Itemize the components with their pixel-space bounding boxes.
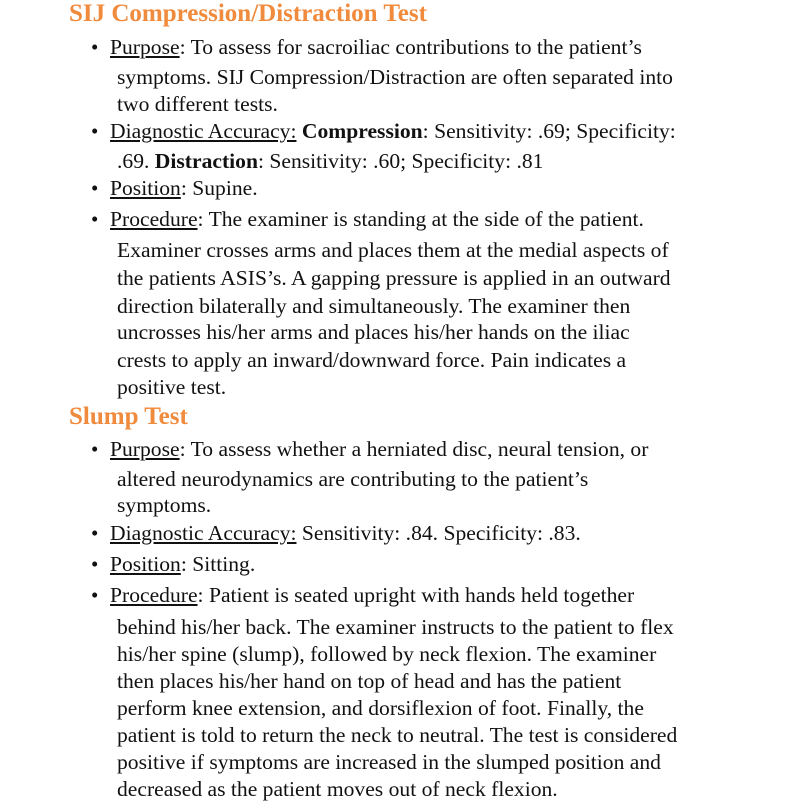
bullet-icon: •: [91, 552, 99, 576]
slump-purpose-line-3: symptoms.: [117, 493, 212, 517]
bullet-icon: •: [91, 437, 99, 461]
sij-position-label: Position: [110, 176, 181, 200]
sij-procedure-line-5: uncrosses his/her arms and places his/her hands on the iliac: [117, 320, 630, 344]
slump-position-line: Position: Sitting.: [110, 552, 256, 576]
sij-purpose-line-2: symptoms. SIJ Compression/Distraction are often separated into: [117, 65, 673, 89]
section-heading-slump: Slump Test: [69, 403, 188, 430]
bullet-icon: •: [91, 583, 99, 607]
slump-purpose-line-2: altered neurodynamics are contributing to the patient’s: [117, 467, 589, 491]
slump-position-label: Position: [110, 552, 181, 576]
sij-purpose-label: Purpose: [110, 35, 180, 59]
slump-procedure-line-3: his/her spine (slump), followed by neck flexion. The examiner: [117, 642, 657, 666]
sij-procedure-line-4: direction bilaterally and simultaneously. The examiner then: [117, 294, 631, 318]
slump-accuracy-label: Diagnostic Accuracy:: [110, 521, 297, 545]
bullet-icon: •: [91, 176, 99, 200]
slump-purpose-line-1: Purpose: To assess whether a herniated disc, neural tension, or: [110, 437, 649, 461]
sij-procedure-line-3: the patients ASIS’s. A gapping pressure is applied in an outward: [117, 266, 671, 290]
sij-procedure-line-2: Examiner crosses arms and places them at the medial aspects of: [117, 238, 669, 262]
sij-procedure-line-7: positive test.: [117, 375, 227, 399]
sij-accuracy-label: Diagnostic Accuracy:: [110, 119, 297, 143]
bullet-icon: •: [91, 521, 99, 545]
slump-procedure-line-2: behind his/her back. The examiner instructs to the patient to flex: [117, 615, 674, 639]
sij-procedure-label: Procedure: [110, 207, 198, 231]
distraction-label: Distraction: [154, 149, 258, 173]
slump-purpose-label: Purpose: [110, 437, 180, 461]
slump-procedure-line-8: decreased as the patient moves out of neck flexion.: [117, 777, 558, 801]
bullet-icon: •: [91, 207, 99, 231]
compression-label: Compression: [301, 119, 423, 143]
sij-procedure-line-1: Procedure: The examiner is standing at the side of the patient.: [110, 207, 644, 231]
slump-procedure-line-5: perform knee extension, and dorsiflexion of foot. Finally, the: [117, 696, 644, 720]
section-heading-sij: SIJ Compression/Distraction Test: [69, 0, 427, 27]
sij-accuracy-line-1: Diagnostic Accuracy: Compression: Sensitivity: .69; Specificity:: [110, 119, 676, 143]
sij-position-line: Position: Supine.: [110, 176, 258, 200]
slump-accuracy-line: Diagnostic Accuracy: Sensitivity: .84. Specificity: .83.: [110, 521, 581, 545]
slump-procedure-line-7: positive if symptoms are increased in the slumped position and: [117, 750, 661, 774]
slump-procedure-line-1: Procedure: Patient is seated upright with hands held together: [110, 583, 635, 607]
slump-procedure-line-6: patient is told to return the neck to neutral. The test is considered: [117, 723, 678, 747]
bullet-icon: •: [91, 119, 99, 143]
sij-purpose-line-3: two different tests.: [117, 92, 278, 116]
bullet-icon: •: [91, 35, 99, 59]
slump-procedure-label: Procedure: [110, 583, 198, 607]
sij-purpose-line-1: Purpose: To assess for sacroiliac contributions to the patient’s: [110, 35, 642, 59]
sij-procedure-line-6: crests to apply an inward/downward force. Pain indicates a: [117, 348, 627, 372]
sij-accuracy-line-2: .69. Distraction: Sensitivity: .60; Specificity: .81: [117, 149, 544, 173]
slump-procedure-line-4: then places his/her hand on top of head and has the patient: [117, 669, 622, 693]
